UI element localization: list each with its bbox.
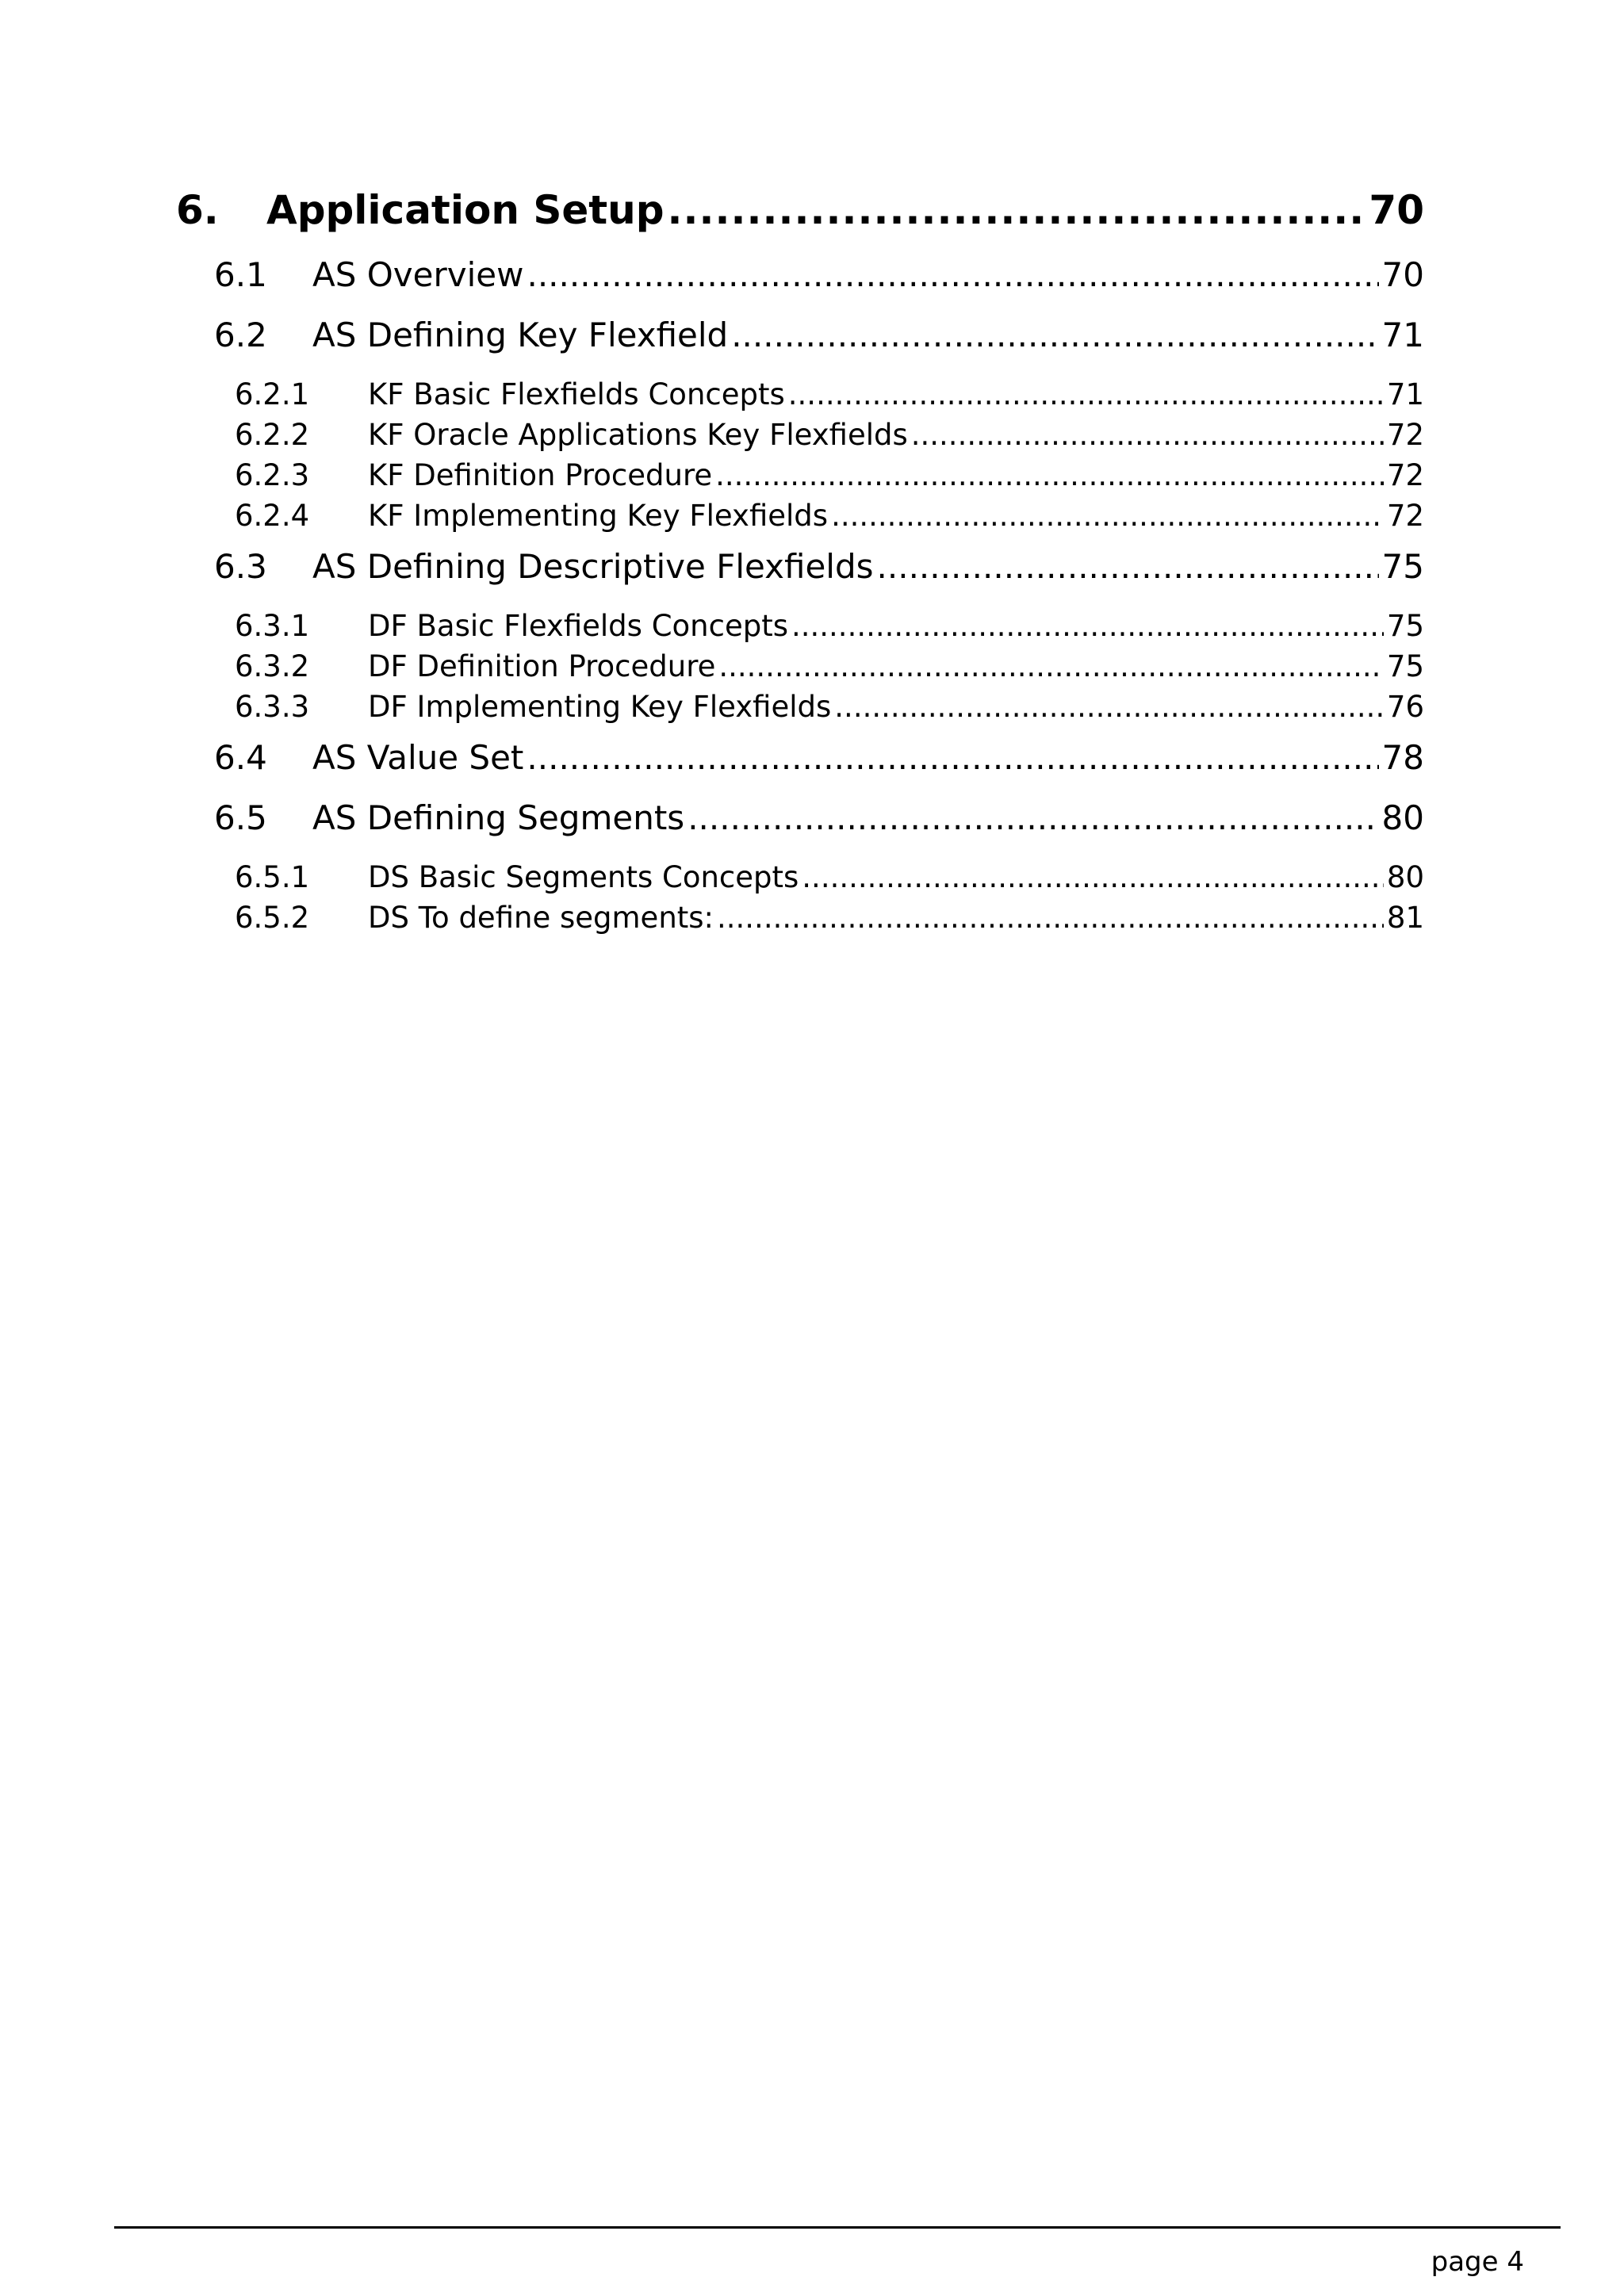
- dot-leader: [802, 860, 1384, 894]
- toc-page-number: 81: [1386, 901, 1424, 935]
- toc-page-number: 80: [1386, 860, 1424, 894]
- toc-entry-6-2-1[interactable]: [176, 377, 1424, 418]
- toc-entry-6-2-3[interactable]: [176, 458, 1424, 499]
- toc-entry-6-1[interactable]: [176, 255, 1424, 312]
- toc-number: 6.: [176, 187, 219, 233]
- toc-title: DS Basic Segments Concepts: [368, 860, 799, 894]
- toc-entry-6-5-1[interactable]: [176, 860, 1424, 901]
- toc-title: AS Overview: [312, 255, 524, 294]
- toc-title: AS Defining Segments: [312, 798, 685, 837]
- toc-entry-6-3-2[interactable]: [176, 649, 1424, 690]
- toc-title: AS Defining Key Flexfield: [312, 316, 729, 354]
- toc-entry-6-3-3[interactable]: [176, 690, 1424, 730]
- toc-entry-6-3-1[interactable]: [176, 609, 1424, 649]
- dot-leader: [731, 316, 1378, 354]
- toc-entry-6-2-4[interactable]: [176, 499, 1424, 539]
- toc-number: 6.3.1: [235, 609, 310, 643]
- toc-number: 6.2.4: [235, 499, 310, 533]
- toc-page-number: 80: [1381, 798, 1424, 837]
- toc-page-number: 72: [1386, 458, 1424, 492]
- toc-page-number: 75: [1386, 609, 1424, 643]
- toc-page-number: 70: [1369, 187, 1424, 233]
- toc-number: 6.2.2: [235, 418, 310, 452]
- toc-title: DF Basic Flexfields Concepts: [368, 609, 788, 643]
- toc-entry-6-5-2[interactable]: [176, 901, 1424, 941]
- toc-page-number: 76: [1386, 690, 1424, 724]
- dot-leader: [791, 609, 1384, 643]
- toc-title: AS Value Set: [312, 738, 524, 777]
- footer-page-number: page 4: [1431, 2246, 1524, 2278]
- toc-page-number: 75: [1386, 649, 1424, 683]
- dot-leader: [527, 255, 1378, 294]
- toc-number: 6.3: [214, 547, 267, 586]
- toc-title: AS Defining Descriptive Flexfields: [312, 547, 874, 586]
- dot-leader: [715, 458, 1384, 492]
- toc-entry-6-3[interactable]: [176, 547, 1424, 604]
- dot-leader: [718, 649, 1384, 683]
- toc-entry-6-4[interactable]: [176, 738, 1424, 795]
- table-of-contents: [176, 187, 1424, 941]
- toc-entry-6-2[interactable]: [176, 316, 1424, 373]
- dot-leader: [668, 187, 1366, 233]
- toc-number: 6.4: [214, 738, 267, 777]
- toc-title: DS To define segments:: [368, 901, 714, 935]
- toc-number: 6.2: [214, 316, 267, 354]
- toc-title: KF Oracle Applications Key Flexfields: [368, 418, 908, 452]
- dot-leader: [831, 499, 1384, 533]
- footer-divider: [114, 2226, 1561, 2229]
- toc-page-number: 75: [1381, 547, 1424, 586]
- toc-title: KF Basic Flexfields Concepts: [368, 377, 785, 411]
- toc-title: DF Definition Procedure: [368, 649, 716, 683]
- toc-number: 6.1: [214, 255, 267, 294]
- dot-leader: [688, 798, 1378, 837]
- dot-leader: [911, 418, 1384, 452]
- toc-number: 6.5: [214, 798, 267, 837]
- toc-page-number: 70: [1381, 255, 1424, 294]
- toc-page-number: 78: [1381, 738, 1424, 777]
- toc-entry-6-5[interactable]: [176, 798, 1424, 855]
- toc-page-number: 72: [1386, 499, 1424, 533]
- toc-title: KF Definition Procedure: [368, 458, 713, 492]
- toc-page-number: 72: [1386, 418, 1424, 452]
- toc-page-number: 71: [1381, 316, 1424, 354]
- dot-leader: [788, 377, 1384, 411]
- toc-entry-chapter-6[interactable]: [176, 187, 1424, 252]
- toc-number: 6.2.3: [235, 458, 310, 492]
- toc-entry-6-2-2[interactable]: [176, 418, 1424, 458]
- dot-leader: [834, 690, 1384, 724]
- toc-number: 6.3.3: [235, 690, 310, 724]
- toc-number: 6.2.1: [235, 377, 310, 411]
- toc-number: 6.3.2: [235, 649, 310, 683]
- toc-number: 6.5.2: [235, 901, 310, 935]
- dot-leader: [527, 738, 1378, 777]
- toc-title: DF Implementing Key Flexfields: [368, 690, 832, 724]
- dot-leader: [717, 901, 1384, 935]
- toc-page-number: 71: [1386, 377, 1424, 411]
- toc-title: Application Setup: [266, 187, 665, 233]
- dot-leader: [877, 547, 1379, 586]
- toc-title: KF Implementing Key Flexfields: [368, 499, 829, 533]
- toc-number: 6.5.1: [235, 860, 310, 894]
